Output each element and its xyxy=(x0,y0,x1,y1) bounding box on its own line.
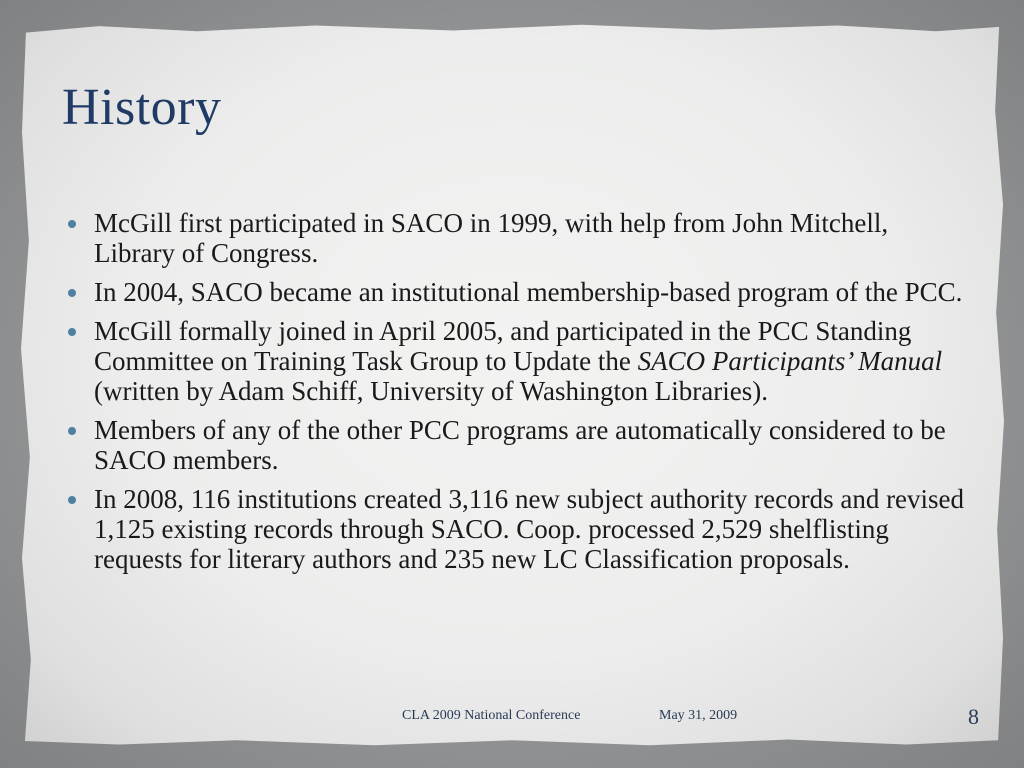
bullet-text-before: McGill formally joined in April 2005, and participated in the PCC Standing Committee on Training Task Group to Update the xyxy=(94,316,912,376)
bullet-dot-icon xyxy=(68,328,76,336)
footer-date: May 31, 2009 xyxy=(659,708,738,723)
bullet-dot-icon xyxy=(68,289,76,297)
bullet-text: Members of any of the other PCC programs are automatically considered to be SACO members. xyxy=(94,415,946,475)
bullet-item xyxy=(66,277,966,307)
manual-title: SACO Participants’ Manual xyxy=(637,346,943,376)
footer-conference: CLA 2009 National Conference xyxy=(402,708,581,723)
bullet-item xyxy=(66,208,966,268)
bullet-dot-icon xyxy=(68,496,76,504)
bullet-text-after: (written by Adam Schiff, University of Washington Libraries). xyxy=(94,376,768,406)
bullet-item xyxy=(66,484,966,574)
bullet-list xyxy=(66,208,966,583)
slide-number: 8 xyxy=(968,704,979,729)
bullet-text: McGill first participated in SACO in 1999, with help from John Mitchell, Library of Congress. xyxy=(94,208,889,268)
bullet-text: In 2008, 116 institutions created 3,116 new subject authority records and revised 1,125 existing records through SACO. Coop. processed 2,529 shelflisting requests for literary authors and 235 new LC Classification proposals. xyxy=(94,484,965,574)
bullet-item xyxy=(66,316,966,406)
bullet-item xyxy=(66,415,966,475)
bullet-dot-icon xyxy=(68,427,76,435)
bullet-dot-icon xyxy=(68,220,76,228)
bullet-text: In 2004, SACO became an institutional membership-based program of the PCC. xyxy=(94,277,963,307)
slide-title: History xyxy=(62,79,222,136)
